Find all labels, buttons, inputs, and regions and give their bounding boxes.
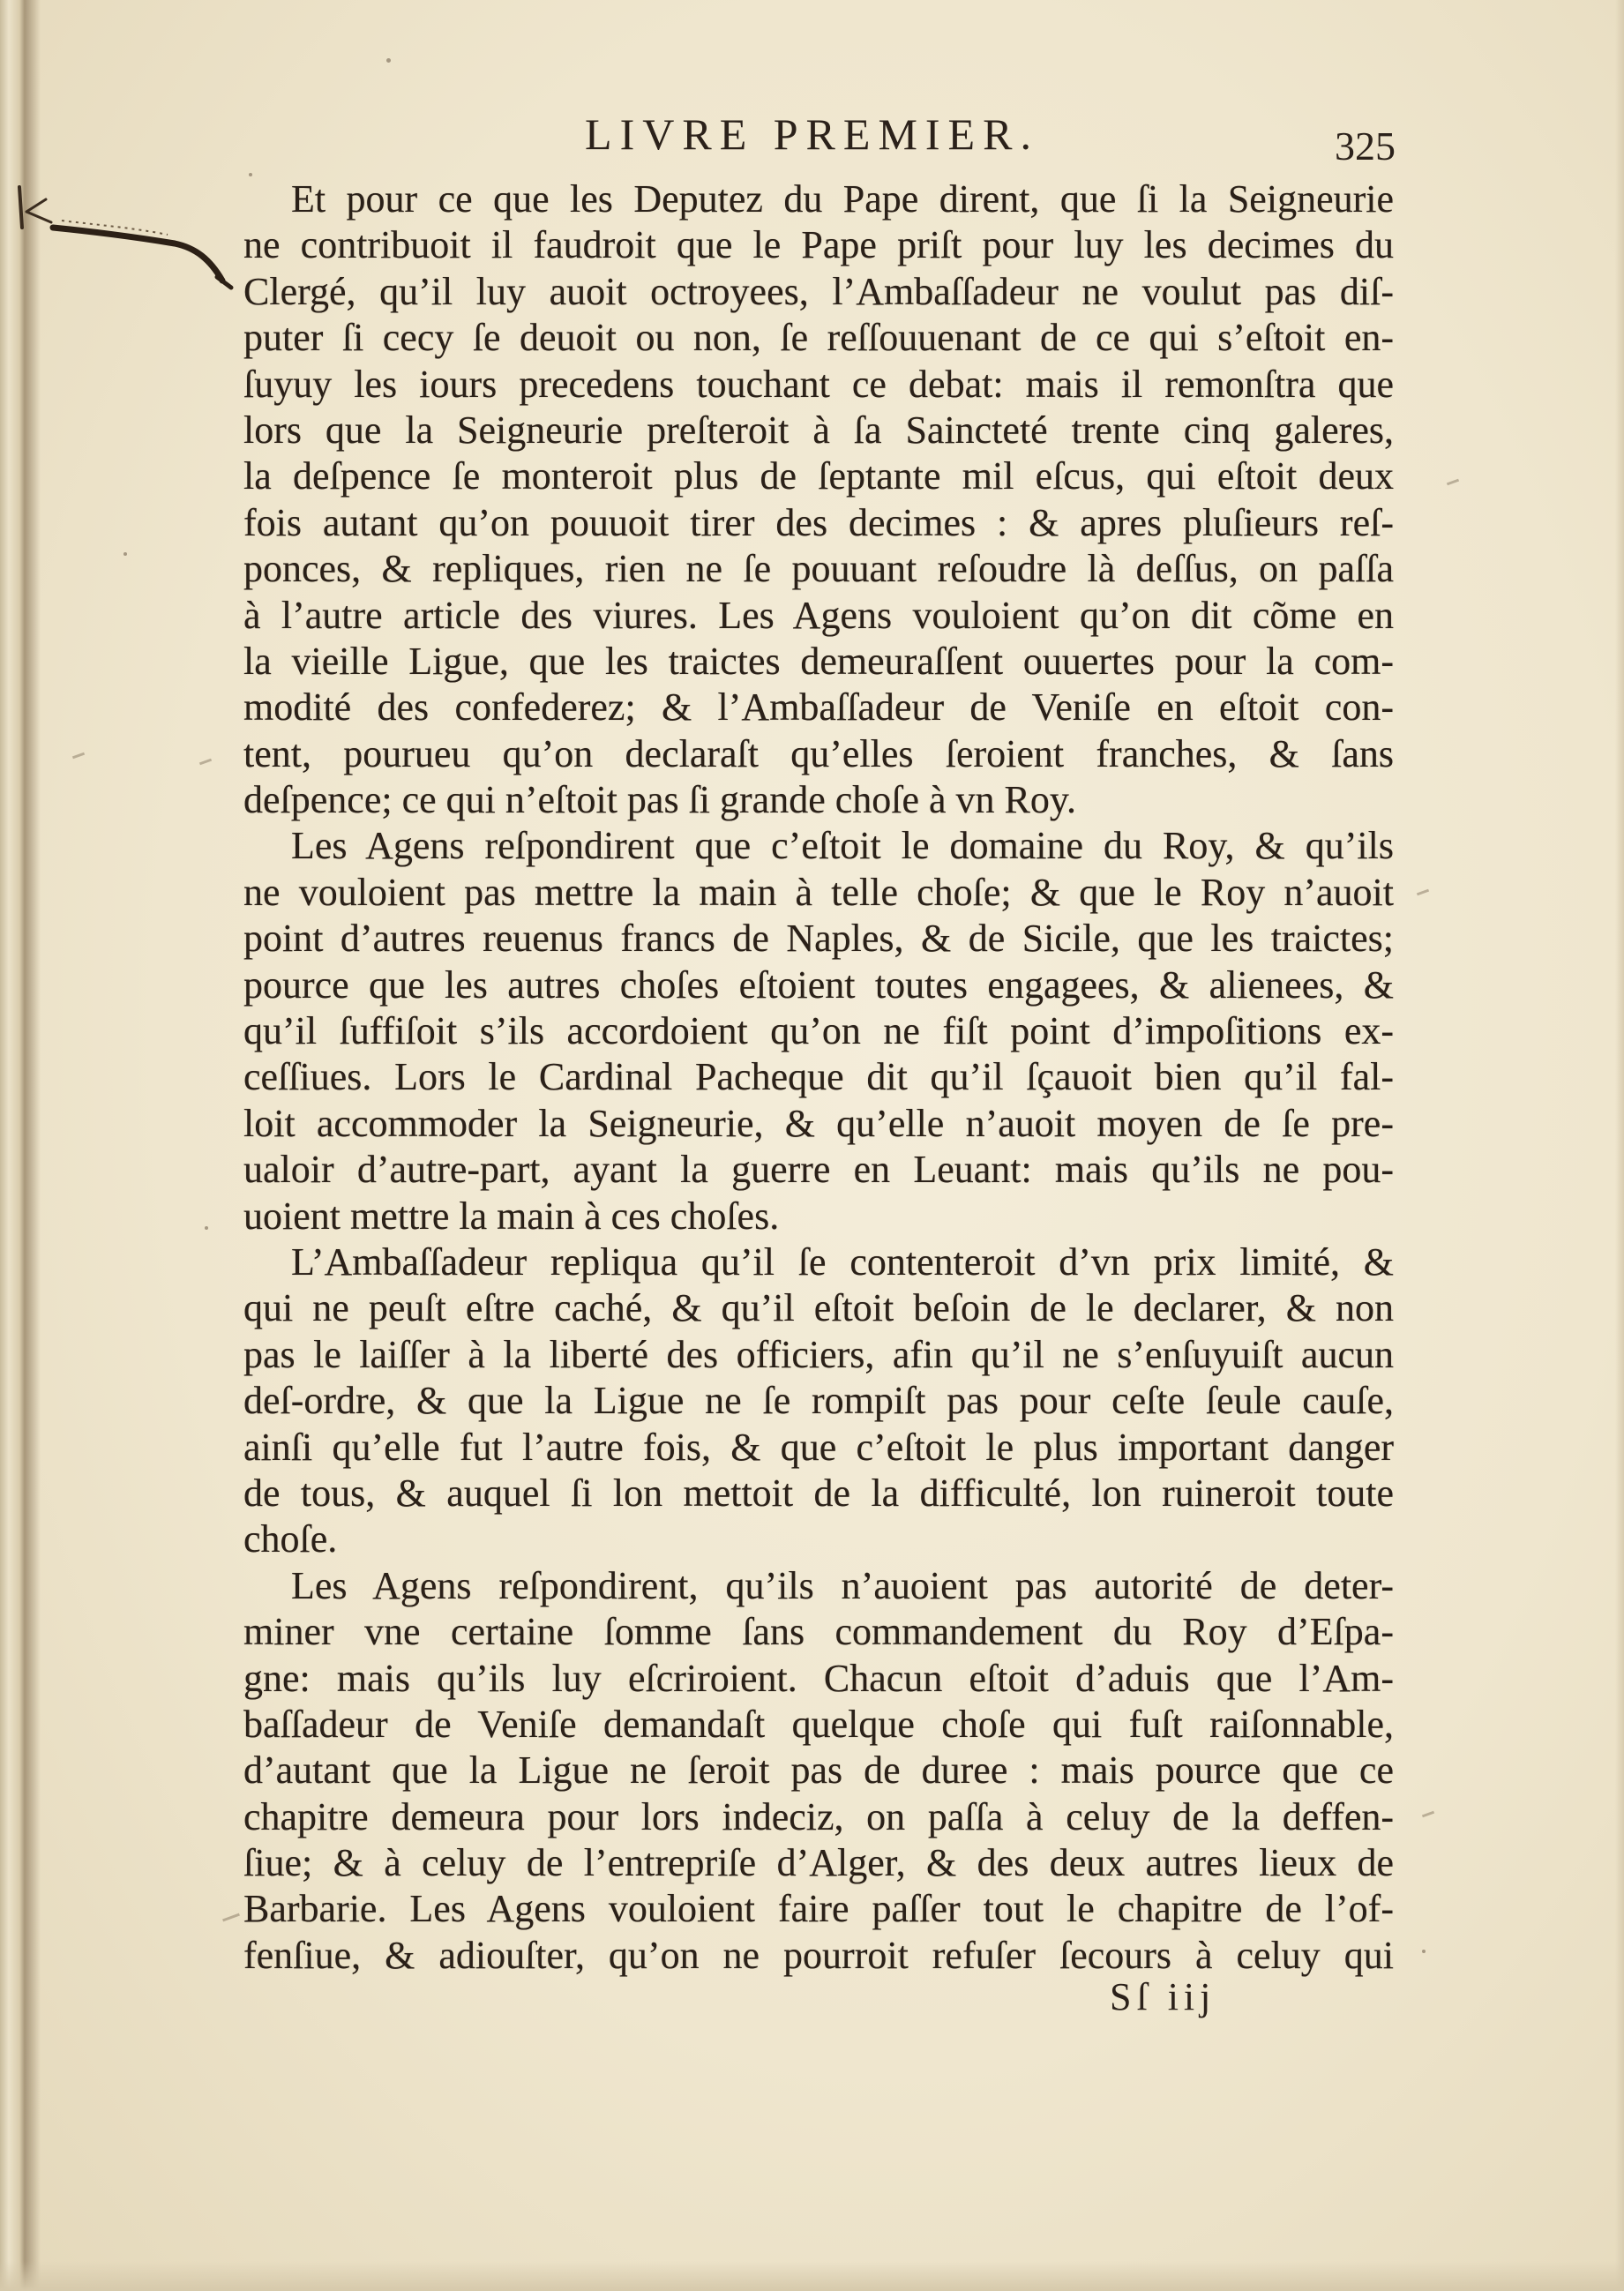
text-line: choſe.: [243, 1517, 338, 1561]
text-line: ponces, & repliques, rien ne ſe pouuant reſoudre là deſſus, on paſſa: [243, 547, 1394, 591]
text-line: baſſadeur de Veniſe demandaſt quelque choſe qui fuſt raiſonnable,: [243, 1702, 1394, 1746]
text-line: L’Ambaſſadeur repliqua qu’il ſe contenteroit d’vn prix limité, &: [291, 1239, 1394, 1284]
text-line: miner vne certaine ſomme ſans commandement du Roy d’Eſpa-: [243, 1610, 1394, 1654]
text-line: Les Agens reſpondirent, qu’ils n’auoient pas autorité de deter-: [291, 1563, 1394, 1607]
text-line: ſuyuy les iours precedens touchant ce debat: mais il remonſtra que: [243, 362, 1394, 406]
page-edge-right: [1615, 0, 1624, 2291]
page-number: 325: [1335, 124, 1396, 168]
ink-speck: [386, 58, 391, 63]
text-line: Clergé, qu’il luy auoit octroyees, l’Ambaſſadeur ne voulut pas diſ-: [243, 269, 1394, 313]
text-line: ainſi qu’elle fut l’autre fois, & que c’eſtoit le plus important danger: [243, 1425, 1394, 1469]
body-text: [243, 176, 1394, 1979]
text-line: ne contribuoit il faudroit que le Pape priſt pour luy les decimes du: [243, 223, 1394, 267]
text-line: point d’autres reuenus francs de Naples, & de Sicile, que les traictes;: [243, 917, 1394, 961]
signature-mark: Sſ iij: [1110, 1975, 1216, 2018]
ink-speck: [1422, 1950, 1426, 1953]
paragraph: [243, 823, 1394, 1239]
text-line: ſiue; & à celuy de l’entrepriſe d’Alger, & des deux autres lieux de: [243, 1841, 1394, 1885]
text-line: d’autant que la Ligue ne ſeroit pas de duree : mais pource que ce: [243, 1748, 1394, 1793]
text-line: tent, pourueu qu’on declaraſt qu’elles ſeroient franches, & ſans: [243, 731, 1394, 775]
text-line: Les Agens reſpondirent que c’eſtoit le domaine du Roy, & qu’ils: [291, 824, 1394, 868]
text-line: la vieille Ligue, que les traictes demeuraſſent ouuertes pour la com-: [243, 639, 1394, 683]
text-line: ne vouloient pas mettre la main à telle choſe; & que le Roy n’auoit: [243, 870, 1394, 914]
text-line: puter ſi cecy ſe deuoit ou non, ſe reſſouuenant de ce qui s’eſtoit en-: [243, 316, 1394, 360]
text-line: lors que la Seigneurie preſteroit à ſa Saincteté trente cinq galeres,: [243, 408, 1394, 452]
text-line: Barbarie. Les Agens vouloient faire paſſer tout le chapitre de l’of-: [243, 1887, 1394, 1931]
text-line: chapitre demeura pour lors indeciz, on paſſa à celuy de la deffen-: [243, 1794, 1394, 1838]
binding-shadow: [0, 0, 41, 2291]
text-line: ualoir d’autre-part, ayant la guerre en Leuant: mais qu’ils ne pou-: [243, 1148, 1394, 1192]
paragraph: [243, 1239, 1394, 1563]
text-line: pource que les autres choſes eſtoient toutes engagees, & alienees, &: [243, 962, 1394, 1007]
paragraph: [243, 176, 1394, 823]
text-line: Et pour ce que les Deputez du Pape dirent, que ſi la Seigneurie: [291, 177, 1394, 221]
ink-speck: [205, 1226, 208, 1230]
text-line: gne: mais qu’ils luy eſcriroient. Chacun eſtoit d’aduis que l’Am-: [243, 1656, 1394, 1700]
text-line: fenſiue, & adiouſter, qu’on ne pourroit refuſer ſecours à celuy qui: [243, 1933, 1394, 1977]
text-line: loit accommoder la Seigneurie, & qu’elle n’auoit moyen de ſe pre-: [243, 1101, 1394, 1145]
text-line: qui ne peuſt eſtre caché, & qu’il eſtoit beſoin de le declarer, & non: [243, 1286, 1394, 1330]
text-line: deſ-ordre, & que la Ligue ne ſe rompiſt pas pour ceſte ſeule cauſe,: [243, 1379, 1394, 1423]
marginal-pen-mark: [0, 0, 282, 318]
text-line: uoient mettre la main à ces choſes.: [243, 1194, 780, 1238]
text-line: pas le laiſſer à la liberté des officiers, afin qu’il ne s’enſuyuiſt aucun: [243, 1332, 1394, 1376]
page-edge-bottom: [0, 2261, 1624, 2291]
text-line: à l’autre article des viures. Les Agens vouloient qu’on dit cõme en: [243, 593, 1394, 637]
running-head: LIVRE PREMIER.: [585, 109, 1039, 159]
text-line: ceſſiues. Lors le Cardinal Pacheque dit qu’il ſçauoit bien qu’il fal-: [243, 1055, 1394, 1099]
text-line: fois autant qu’on pouuoit tirer des decimes : & apres pluſieurs reſ-: [243, 500, 1394, 544]
paragraph: [243, 1563, 1394, 1980]
ink-speck: [123, 552, 127, 556]
text-line: de tous, & auquel ſi lon mettoit de la difficulté, lon ruineroit toute: [243, 1471, 1394, 1515]
text-line: la deſpence ſe monteroit plus de ſeptante mil eſcus, qui eſtoit deux: [243, 454, 1394, 498]
text-line: deſpence; ce qui n’eſtoit pas ſi grande choſe à vn Roy.: [243, 778, 1077, 822]
text-line: qu’il ſuffiſoit s’ils accordoient qu’on ne fiſt point d’impoſitions ex-: [243, 1009, 1394, 1053]
text-line: modité des confederez; & l’Ambaſſadeur de Veniſe en eſtoit con-: [243, 685, 1394, 730]
